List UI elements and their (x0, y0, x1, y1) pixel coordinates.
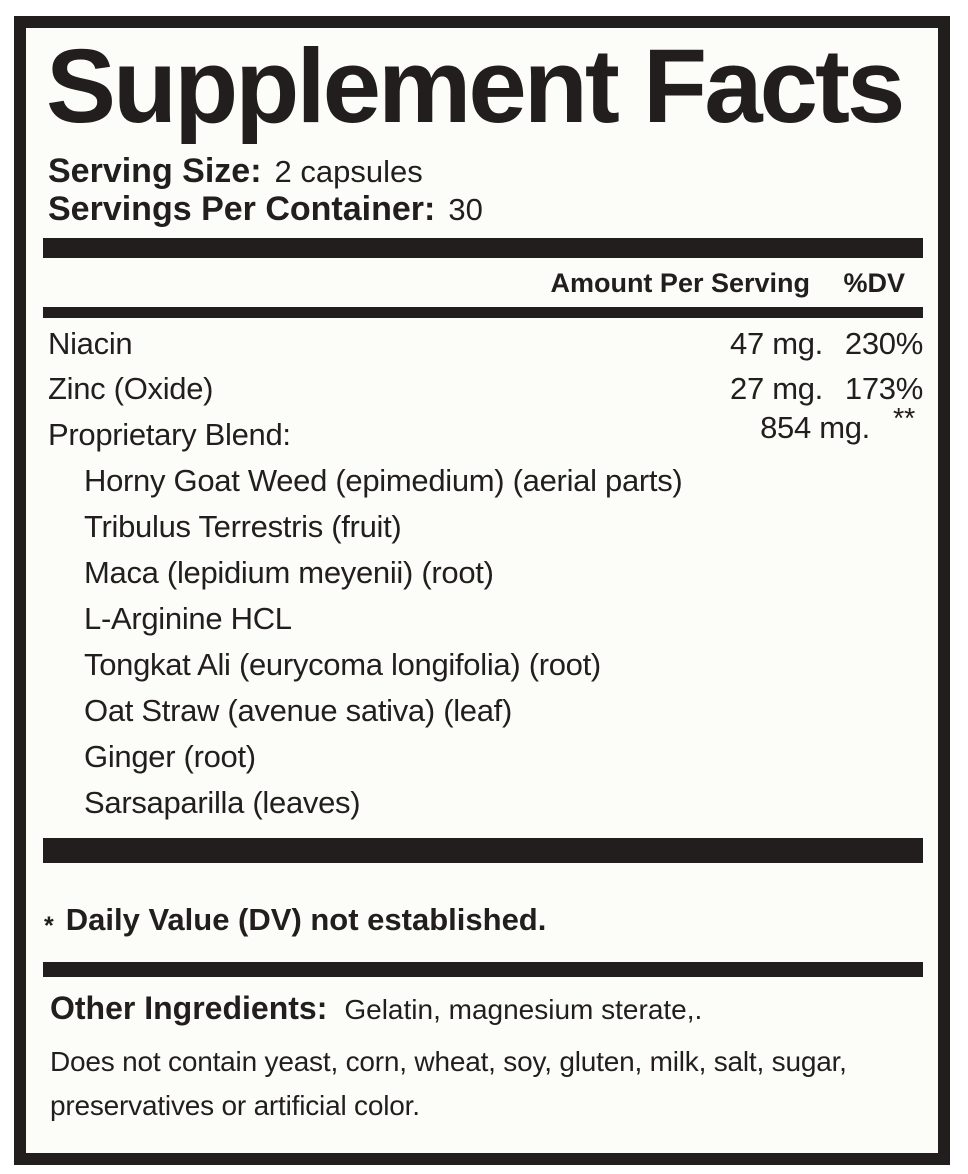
blend-ingredient: Tongkat Ali (eurycoma longifolia) (root) (84, 647, 601, 682)
blend-ingredient: Sarsaparilla (leaves) (84, 785, 361, 820)
blend-ingredient: Oat Straw (avenue sativa) (leaf) (84, 693, 513, 728)
nutrient-name: Niacin (48, 326, 133, 361)
nutrient-dv: ** (893, 403, 915, 435)
disclaimer-line-2: preservatives or artificial color. (50, 1090, 420, 1121)
dv-footnote (44, 902, 546, 938)
separator-bar-header (43, 307, 923, 318)
other-ingredients-value: Gelatin, magnesium sterate,. (344, 994, 703, 1025)
blend-ingredient: L-Arginine HCL (84, 601, 292, 636)
nutrient-dv: 230% (844, 326, 923, 361)
amount-per-serving-header: Amount Per Serving (550, 268, 810, 298)
serving-size-value: 2 capsules (274, 154, 423, 189)
blend-ingredient: Maca (lepidium meyenii) (root) (84, 555, 494, 590)
footnote-text: Daily Value (DV) not established. (65, 902, 547, 937)
separator-bar-top (43, 238, 923, 258)
serving-size-label: Serving Size: (48, 152, 262, 190)
dv-header: %DV (843, 268, 905, 298)
nutrient-amount: 854 mg. (760, 410, 870, 445)
other-ingredients-label: Other Ingredients: (50, 990, 328, 1026)
other-ingredients-line (50, 990, 702, 1027)
blend-ingredient: Ginger (root) (84, 739, 256, 774)
separator-bar-bottom (43, 962, 923, 977)
nutrient-amount: 47 mg. (730, 326, 823, 361)
disclaimer-line-1: Does not contain yeast, corn, wheat, soy, gluten, milk, salt, sugar, (50, 1046, 847, 1077)
servings-per-container-label: Servings Per Container: (48, 190, 436, 228)
nutrient-name: Zinc (Oxide) (48, 371, 214, 406)
blend-ingredient: Tribulus Terrestris (fruit) (84, 509, 402, 544)
nutrient-amount: 27 mg. (730, 371, 823, 406)
serving-size-line (48, 152, 423, 191)
blend-ingredient: Horny Goat Weed (epimedium) (aerial parts) (84, 463, 683, 498)
nutrient-name: Proprietary Blend: (48, 417, 291, 452)
footnote-asterisk: * (44, 912, 54, 940)
servings-per-container-line (48, 190, 483, 229)
supplement-facts-title: Supplement Facts (46, 28, 903, 145)
nutrient-dv: 173% (844, 371, 923, 406)
servings-per-container-value: 30 (448, 192, 483, 227)
separator-bar-middle (43, 838, 923, 863)
